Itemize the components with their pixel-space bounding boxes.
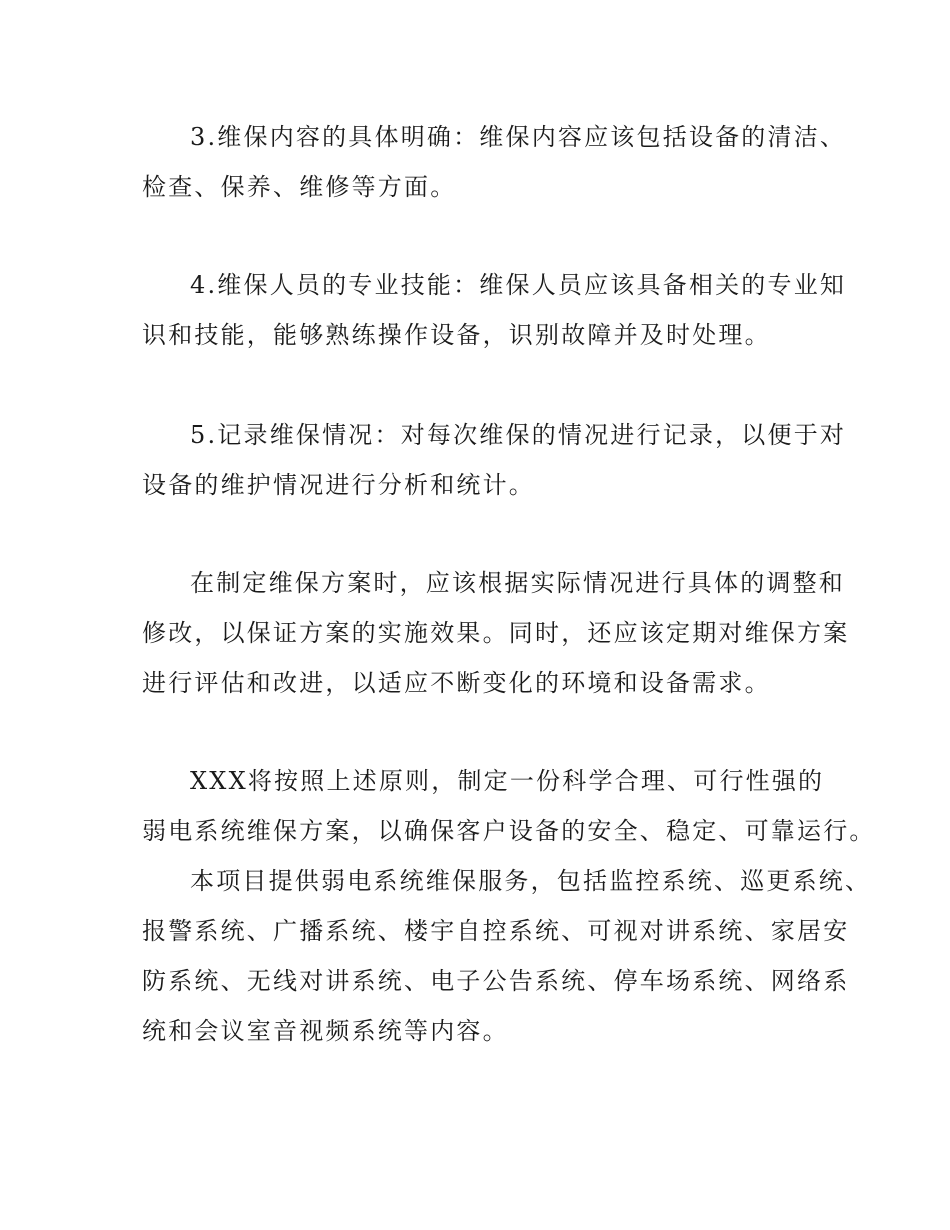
paragraph-3-line-1: 3.维保内容的具体明确：维保内容应该包括设备的清洁、 <box>190 123 847 151</box>
paragraph-xxx-line-2: 弱电系统维保方案，以确保客户设备的安全、稳定、可靠运行。 <box>142 817 876 845</box>
paragraph-4-line-2: 识和技能，能够熟练操作设备，识别故障并及时处理。 <box>142 321 771 349</box>
paragraph-4-line-1: 4.维保人员的专业技能：维保人员应该具备相关的专业知 <box>190 271 847 299</box>
paragraph-plan-line-2: 修改，以保证方案的实施效果。同时，还应该定期对维保方案 <box>142 619 850 647</box>
paragraph-scope-line-3: 防系统、无线对讲系统、电子公告系统、停车场系统、网络系 <box>142 967 850 995</box>
paragraph-scope-line-1: 本项目提供弱电系统维保服务，包括监控系统、巡更系统、 <box>190 867 872 895</box>
paragraph-xxx-line-1: XXX将按照上述原则，制定一份科学合理、可行性强的 <box>190 767 825 795</box>
paragraph-plan-line-1: 在制定维保方案时，应该根据实际情况进行具体的调整和 <box>190 569 845 597</box>
paragraph-3-line-2: 检查、保养、维修等方面。 <box>142 173 457 201</box>
paragraph-scope-line-4: 统和会议室音视频系统等内容。 <box>142 1017 509 1045</box>
paragraph-5-line-1: 5.记录维保情况：对每次维保的情况进行记录，以便于对 <box>190 421 847 449</box>
paragraph-scope-line-2: 报警系统、广播系统、楼宇自控系统、可视对讲系统、家居安 <box>142 917 850 945</box>
paragraph-5-line-2: 设备的维护情况进行分析和统计。 <box>142 471 535 499</box>
paragraph-plan-line-3: 进行评估和改进，以适应不断变化的环境和设备需求。 <box>142 669 771 697</box>
